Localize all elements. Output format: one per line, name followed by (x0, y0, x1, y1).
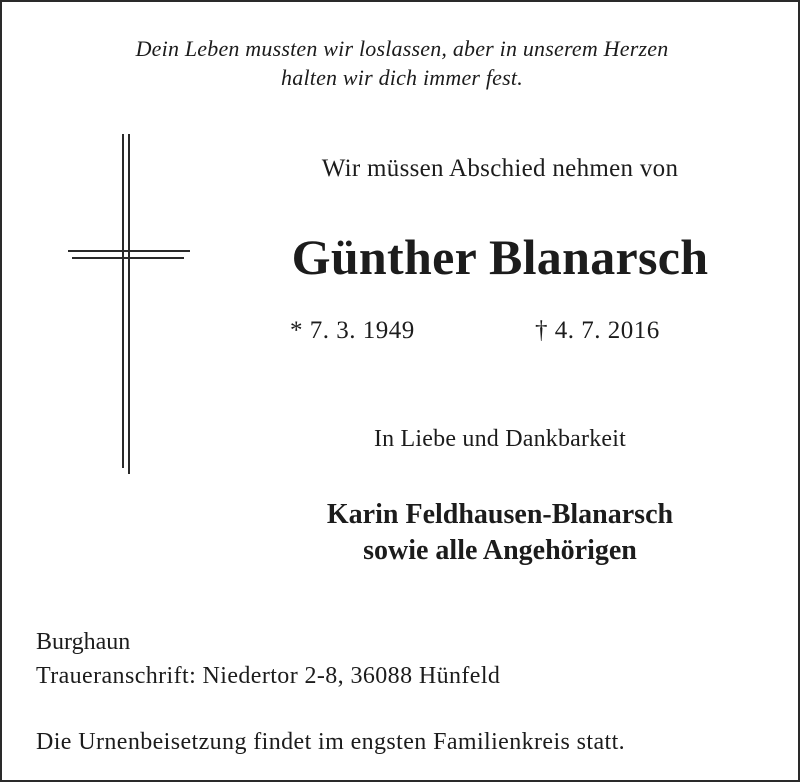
mourning-address: Traueranschrift: Niedertor 2-8, 36088 Hünfeld (36, 663, 501, 689)
death-date: † 4. 7. 2016 (535, 317, 660, 344)
motto-line-2: halten wir dich immer fest. (281, 65, 523, 90)
birth-date: * 7. 3. 1949 (290, 317, 415, 344)
motto-line-1: Dein Leben mussten wir loslassen, aber in unserem Herzen (135, 36, 669, 61)
farewell-intro: Wir müssen Abschied nehmen von (321, 155, 679, 182)
motto-quote (2, 34, 800, 92)
mourner-name: Karin Feldhausen-Blanarsch (326, 499, 674, 530)
mourners-block (230, 497, 770, 569)
mourner-relatives: sowie alle Angehörigen (363, 535, 637, 566)
place-name: Burghaun (36, 629, 131, 655)
burial-note: Die Urnenbeisetzung findet im engsten Familienkreis statt. (36, 729, 626, 755)
deceased-name: Günther Blanarsch (291, 229, 709, 285)
gratitude-line: In Liebe und Dankbarkeit (373, 426, 627, 452)
latin-cross-icon (68, 134, 192, 474)
